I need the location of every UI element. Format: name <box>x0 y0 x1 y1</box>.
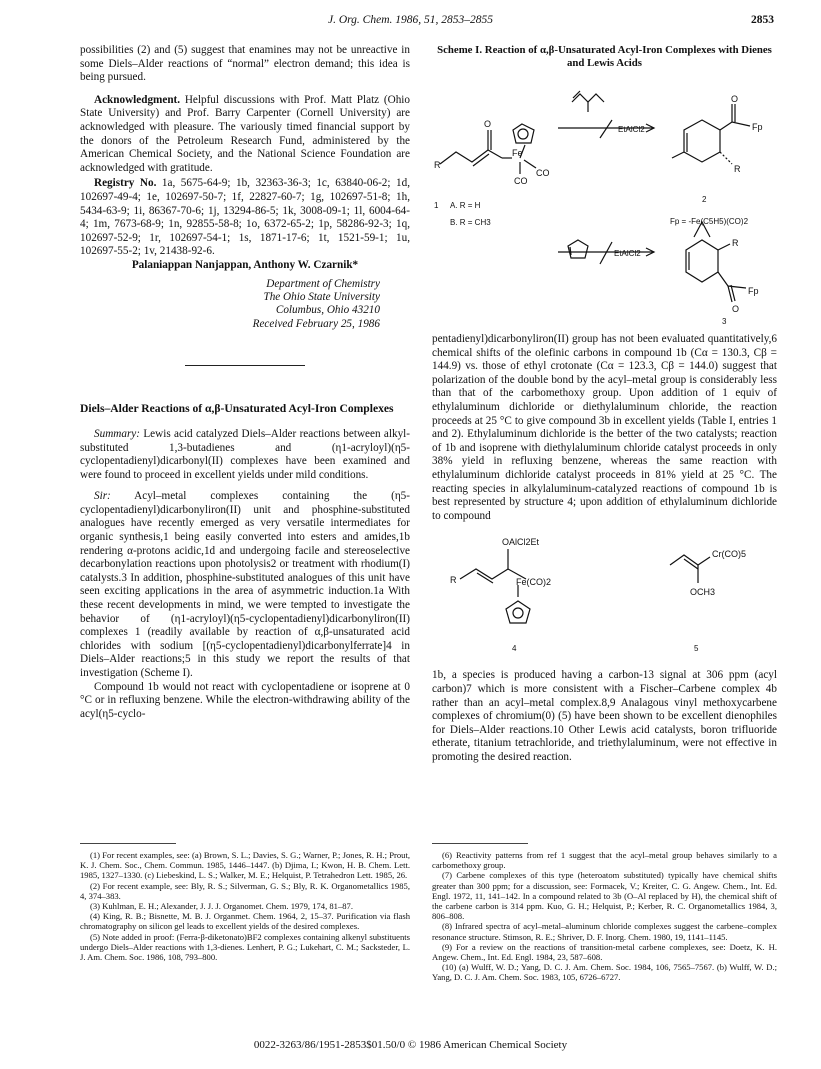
structure-5-cr-label: Cr(CO)5 <box>712 549 746 560</box>
product-3-fp-label: Fp <box>748 286 759 296</box>
product-3-o-label: O <box>732 304 740 314</box>
journal-citation: J. Org. Chem. 1986, 51, 2853–2855 <box>327 14 494 26</box>
right-body-paragraph-2: 1b, a species is produced having a carbon-13 signal at 306 ppm (acyl carbon)7 which is more consistent with a Fischer–Carbene complex 4b rather than an acyl–metal complex.8,9 Analagous vinyl methoxycarbene complexes of chromium(0) (5) have been shown to be excellent dienophiles for Diels–Alder reactions.10 Other Lewis acid catalysts, boron trifluoride etherate, titanium tetrachloride, and triethylaluminum, were not effective in promoting the desired reaction. <box>432 669 777 763</box>
footnote-2: (2) For recent example, see: Bly, R. S.; Silverman, G. S.; Bly, R. K. Organometallics 1985, 4, 374–383. <box>80 880 410 901</box>
footnote-9: (9) For a review on the reactions of transition-metal carbene complexes, see: Doetz, K. H. Angew. Chem., Int. Ed. Engl. 1984, 23, 587–608. <box>432 941 777 963</box>
summary-paragraph <box>80 428 410 482</box>
fe-label: Fe <box>512 148 523 158</box>
footnotes-left <box>80 850 410 962</box>
footnote-10: (10) (a) Wulff, W. D.; Yang, D. C. J. Am. Chem. Soc. 1984, 106, 7565–7567. (b) Wulff, W. D.; Yang, D. C. J. Am. Chem. Soc. 1983, 105, 6726–6727. <box>432 962 777 983</box>
structure-4-label: 4 <box>512 644 517 654</box>
acknowledgment-paragraph <box>80 94 410 176</box>
compound-1b-label: B. R = CH3 <box>450 218 491 227</box>
r-group-label: R <box>434 160 441 170</box>
body-paragraph-2: Compound 1b would not react with cyclopentadiene or isoprene at 0 °C or in refluxing benzene. While the electron-withdrawing ability of the acyl(η5-cyclo- <box>80 680 410 720</box>
co-label-1: CO <box>514 176 528 186</box>
registry-text: 1a, 5675-64-9; 1b, 32363-36-3; 1c, 63840-06-2; 1d, 102697-49-4; 1e, 102697-50-7; 1f, 22827-60-7; 1g, 102697-51-8; 1h, 5434-63-9; 1i, 86367-70-6; 1j, 13294-86-5; 1k, 3008-09-1; 1l, 6004-64-4; 1m, 7673-68-9; 1n, 92855-58-8; 1o, 6372-65-2; 1p, 58286-92-3; 1q, 102697-52-9; 1r, 102697-54-1; 1s, 1871-17-6; 1t, 1521-59-1; 1u, 102697-55-2; 1v, 21438-92-6. <box>80 177 410 258</box>
fp-definition: Fp = -Fe(C5H5)(CO)2 <box>670 217 749 226</box>
acknowledgment-heading: Acknowledgment. <box>94 93 181 106</box>
product-3-r-label: R <box>732 238 739 248</box>
acknowledgment-text: Helpful discussions with Prof. Matt Platz (Ohio State University) and Prof. Barry Carpenter (Cornell University) are acknowledged with pleasure. The variously timed financial support by the donors of the Petroleum Research Fund, administered by the American Chemical Society, and the National Science Foundation are acknowledged with gratitude. <box>80 93 410 174</box>
reagent-label-1: EtAlCl2 <box>618 125 645 134</box>
reagent-label-2: EtAlCl2 <box>614 249 641 258</box>
sir-paragraph <box>80 490 410 680</box>
affiliation-block <box>80 278 410 332</box>
compound-3-label: 3 <box>722 317 727 326</box>
affiliation-university: The Ohio State University <box>263 290 380 303</box>
structure-4-feco2: Fe(CO)2 <box>516 577 552 588</box>
author-line: Palaniappan Nanjappan, Anthony W. Czarnik* <box>131 258 359 271</box>
footnote-4: (4) King, R. B.; Bisnette, M. B. J. Organmet. Chem. 1964, 2, 15–37. Purification via flash chromatography on silicon gel leads to excellent yields of the desired complexes. <box>80 911 410 932</box>
product-2-fp-label: Fp <box>752 122 763 132</box>
affiliation-department: Department of Chemistry <box>266 277 380 290</box>
summary-text: Lewis acid catalyzed Diels–Alder reactions between alkyl-substituted 1,3-butadienes and (η1-acryloyl)(η5-cyclopentadienyl)dicarbonyl(II) complexes have been examined and were found to proceed in excellent yields under mild conditions. <box>80 427 410 481</box>
received-date: Received February 25, 1986 <box>252 317 380 330</box>
structure-5-label: 5 <box>694 644 699 654</box>
structure-5-och3-label: OCH3 <box>690 587 716 598</box>
running-header <box>0 14 821 30</box>
co-label-2: CO <box>536 168 550 178</box>
compound-2-label: 2 <box>702 195 707 204</box>
footnote-8: (8) Infrared spectra of acyl–metal–aluminum chloride complexes suggest the carbene–complex resonance structure. Stimson, R. E.; Shriver, D. F. Inorg. Chem. 1980, 19, 1141–1145. <box>432 921 777 942</box>
article-title: Diels–Alder Reactions of α,β-Unsaturated Acyl-Iron Complexes <box>80 402 394 416</box>
footnote-6: (6) Reactivity patterns from ref 1 suggest that the acyl–metal group behaves similarly to a carbomethoxy group. <box>432 850 777 871</box>
summary-label: Summary: <box>94 427 140 440</box>
left-column <box>80 44 410 721</box>
sir-label: Sir: <box>94 490 111 503</box>
intro-paragraph: possibilities (2) and (5) suggest that enamines may not be unreactive in some Diels–Alder reactions of “normal” electron demand; this idea is being pursued. <box>80 44 410 84</box>
footnotes-right <box>432 850 777 983</box>
footnote-1: (1) For recent examples, see: (a) Brown, S. L.; Davies, S. G.; Warner, P.; Jones, R. H.; Prout, K. J. Chem. Soc., Chem. Commun. 1985, 1446–1447. (b) Djima, I.; Kwon, H. B. Chem. Lett. 1985, 1327–1330. (c) Liebeskind, L. S.; Walker, M. E.; Helquist, P. Tetrahedron Lett. 1985, 26. <box>80 850 410 881</box>
structure-4-r-label: R <box>450 575 457 586</box>
carbonyl-o-label: O <box>484 119 492 129</box>
registry-heading: Registry No. <box>94 177 157 190</box>
compound-1-label: 1 <box>434 201 439 210</box>
footnote-5: (5) Note added in proof: (Ferra-β-diketonato)BF2 complexes containing alkenyl substituents undergo Diels–Alder reactions with 1,3-dienes. Lenhert, P. G.; Lukehart, C. M.; Sacksteder, L. J. Am. Chem. Soc. 1986, 108, 793–800. <box>80 931 410 963</box>
scheme-title: Scheme I. Reaction of α,β-Unsaturated Acyl-Iron Complexes with Dienes and Lewis Acids <box>437 44 772 69</box>
footnote-rule-left <box>80 843 176 844</box>
scheme-diagram <box>432 72 777 327</box>
right-body-paragraph-1: pentadienyl)dicarbonyliron(II) group has not been evaluated quantitatively,6 chemical shifts of the olefinic carbons in compound 1b (Cα = 130.3, Cβ = 144.9) vs. those of ethyl crotonate (Cα = 123.3, Cβ = 144.0) suggest that polarization of the double bond by the acyl–metal group is considerably less than that of the carbomethoxy group. Upon addition of 1 equiv of ethylaluminum dichloride or diethylaluminum chloride, the reaction proceeds at 25 °C to give compound 3b in excellent yields (Table I, entries 1 and 2). Ethylaluminum dichloride is the better of the two catalysts; reaction of 1b and isoprene with diethylaluminum chloride catalyst proceeds in only 38% yield in refluxing benzene, whereas the same reaction with ethylaluminum dichloride catalyst proceeds in 81% yield at 25 °C. The reacting species in alkylaluminum-catalyzed reactions of compound 1b is best represented by structure 4; upon addition of ethylaluminum dichloride to compound <box>432 333 777 522</box>
structures-4-5 <box>432 527 777 667</box>
compound-1a-label: A. R = H <box>450 201 481 210</box>
section-divider <box>185 365 305 366</box>
product-2-o-label: O <box>731 94 739 104</box>
product-2-r-label: R <box>734 164 741 174</box>
right-column <box>432 44 777 764</box>
structure-4-oalcl2et: OAlCl2Et <box>502 537 540 548</box>
page-number: 2853 <box>751 14 774 26</box>
footnote-7: (7) Carbene complexes of this type (heteroatom substituted) typically have chemical shifts greater than 300 ppm; for a discussion, see: Formacek, V.; Kreiter, C. G. Angew. Chem., Int. Ed. Engl. 1972, 11, 141–142. In a compound related to 3b (O–Al replaced by H), the chemical shift of the carbene carbon is 314 ppm. Kuo, G. H.; Helquist, P.; Kerber, R. C. Organometallics 1984, 3, 806–808. <box>432 870 777 922</box>
footnote-rule-right <box>432 843 528 844</box>
sir-text: Acyl–metal complexes containing the (η5-cyclopentadienyl)dicarbonyliron(II) unit and phosphine-substituted analogues have recently emerged as very versatile intermediates for organic synthesis,1 being easily converted into esters and amides,1b rendering α-protons acidic,1d and undergoing facile and stereoselective decarbonylation reactions upon photolysis2 or treatment with rhodium(I) catalysts.3 In addition, phosphine-substituted analogues of this unit have seen exciting applications in the area of asymmetric induction.1a With these recent developments in mind, we were tempted to investigate the behavior of (η1-acryloyl)(η5-cyclopentadienyl)dicarbonyliron(II) complexes 1 (readily available by reaction of α,β-unsaturated acid chlorides with sodium [(η5-cyclopentadienyl)dicarbonylferrate]4 in Diels–Alder reactions;5 in this study we report the results of that investigation (Scheme I). <box>80 490 410 680</box>
copyright-footer: 0022-3263/86/1951-2853$01.50/0 © 1986 American Chemical Society <box>253 1039 568 1051</box>
registry-paragraph <box>80 177 410 259</box>
affiliation-city: Columbus, Ohio 43210 <box>275 304 380 317</box>
footnote-3: (3) Kuhlman, E. H.; Alexander, J. J. J. Organomet. Chem. 1979, 174, 81–87. <box>90 901 354 912</box>
